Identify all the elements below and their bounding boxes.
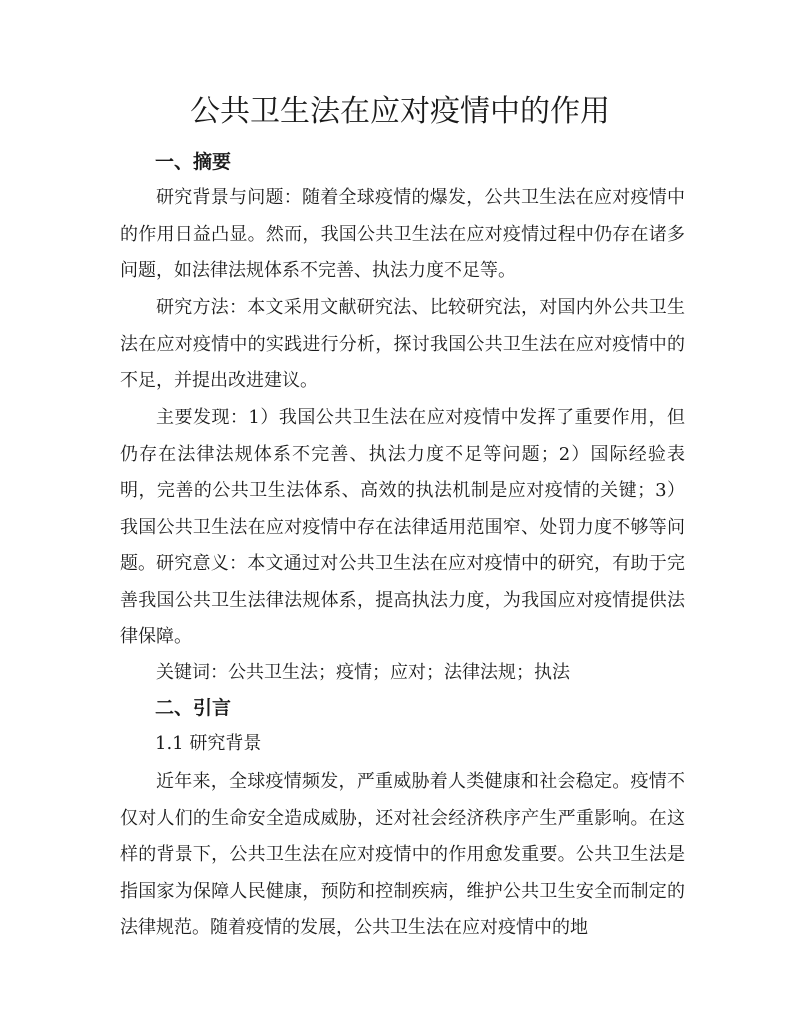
abstract-significance-paragraph: 研究意义：本文通过对公共卫生法在应对疫情中的研究，有助于完善我国公共卫生法律法规体系，提高执法力度，为我国应对疫情提供法律保障。 [120,553,685,647]
abstract-heading: 一、摘要 [155,151,232,173]
introduction-heading: 二、引言 [155,697,232,719]
abstract-background-paragraph: 研究背景与问题：随着全球疫情的爆发，公共卫生法在应对疫情中的作用日益凸显。然而，我国公共卫生法在应对疫情过程中仍存在诸多问题，如法律法规体系不完善、执法力度不足等。 [120,187,685,281]
subsection-1-1-heading: 1.1 研究背景 [155,733,262,754]
abstract-findings-paragraph: 主要发现：1）我国公共卫生法在应对疫情中发挥了重要作用，但仍存在法律法规体系不完善、执法力度不足等问题；2）国际经验表明，完善的公共卫生法体系、高效的执法机制是应对疫情的关键；3）我国公共卫生法在应对疫情中存在法律适用范围窄、处罚力度不够等问题。 [120,407,685,574]
abstract-methods-paragraph: 研究方法：本文采用文献研究法、比较研究法，对国内外公共卫生法在应对疫情中的实践进行分析，探讨我国公共卫生法在应对疫情中的不足，并提出改进建议。 [120,297,685,391]
introduction-paragraph: 近年来，全球疫情频发，严重威胁着人类健康和社会稳定。疫情不仅对人们的生命安全造成威胁，还对社会经济秩序产生严重影响。在这样的背景下，公共卫生法在应对疫情中的作用愈发重要。公共卫生法是指国家为保障人民健康，预防和控制疾病，维护公共卫生安全而制定的法律规范。随着疫情的发展，公共卫生法在应对疫情中的地 [120,771,685,938]
document-title: 公共卫生法在应对疫情中的作用 [190,94,610,129]
keywords-line: 关键词：公共卫生法；疫情；应对；法律法规；执法 [156,662,570,683]
